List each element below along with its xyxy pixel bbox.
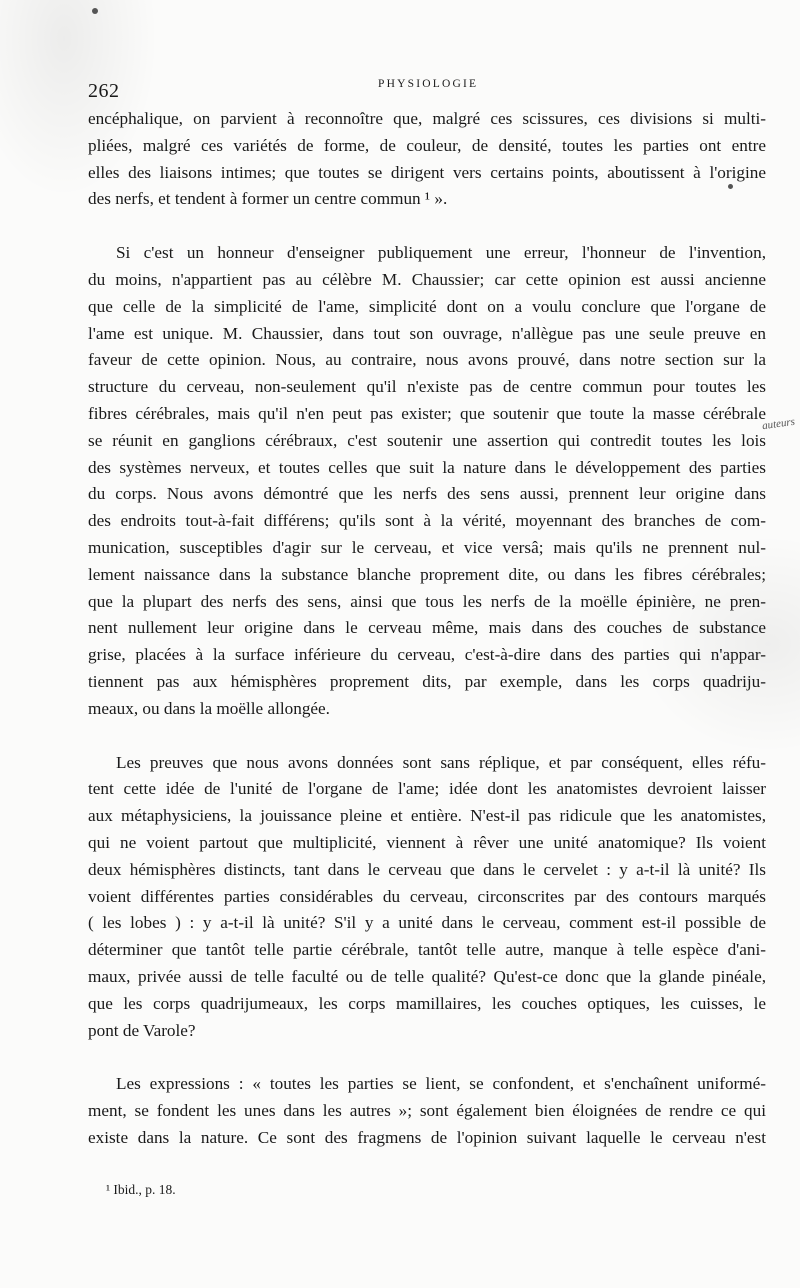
text-line: du moins, n'appartient pas au célèbre M. Chaussier; car cette opinion est aussi ancienne — [88, 269, 766, 289]
text-line: Si c'est un honneur d'enseigner publiquement une erreur, l'honneur de l'invention, — [116, 243, 766, 263]
text-line: déterminer que tantôt telle partie cérébrale, tantôt telle autre, manque à telle espèce d'ani- — [88, 940, 766, 960]
text-line: tiennent pas aux hémisphères proprement dits, par exemple, dans les corps quadriju- — [88, 671, 766, 691]
body-text — [88, 106, 766, 1200]
text-line: voient différentes parties considérables du cerveau, circonscrites par des contours marqués — [88, 886, 766, 906]
text-line: des systèmes nerveux, et toutes celles que suit la nature dans le développement des parties — [88, 457, 766, 477]
text-line: des endroits tout-à-fait différens; qu'ils sont à la vérité, moyennant des branches de com- — [88, 511, 766, 531]
text-line: elles des liaisons intimes; que toutes se dirigent vers certains points, aboutissent à l'origine — [88, 162, 766, 182]
page-number: 262 — [88, 80, 120, 102]
text-line: grise, placées à la surface inférieure du cerveau, c'est-à-dire dans des parties qui n'appar- — [88, 645, 766, 665]
text-line: l'ame est unique. M. Chaussier, dans tout son ouvrage, n'allègue pas une seule preuve en — [88, 323, 766, 343]
text-line: tent cette idée de l'unité de l'organe de l'ame; idée dont les anatomistes devroient laisser — [88, 779, 766, 799]
text-line: structure du cerveau, non-seulement qu'il n'existe pas de centre commun pour toutes les — [88, 377, 766, 397]
page-speck — [92, 8, 98, 14]
text-line: du corps. Nous avons démontré que les nerfs des sens aussi, prennent leur origine dans — [88, 484, 766, 504]
paragraph — [88, 106, 766, 213]
text-line: munication, susceptibles d'agir sur le cerveau, et vice versâ; mais qu'ils ne prennent nul- — [88, 537, 766, 557]
text-line: fibres cérébrales, mais qu'il n'en peut pas exister; que soutenir que toute la masse cérébrale — [88, 403, 766, 423]
text-line: ( les lobes ) : y a-t-il là unité? S'il y a unité dans le cerveau, comment est-il possible de — [88, 913, 766, 933]
text-line: nent nullement leur origine dans le cerveau même, mais dans des couches de substance — [88, 618, 766, 638]
text-line: lement naissance dans la substance blanche proprement dite, ou dans les fibres cérébrales; — [88, 564, 766, 584]
text-line: Les preuves que nous avons données sont sans réplique, et par conséquent, elles réfu- — [116, 752, 766, 772]
text-line: ment, se fondent les unes dans les autres »; sont également bien éloignées de rendre ce qui — [88, 1101, 766, 1121]
text-line: qui ne voient partout que multiplicité, viennent à rêver une unité anatomique? Ils voient — [88, 832, 766, 852]
text-line: que les corps quadrijumeaux, les corps mamillaires, les couches optiques, les cuisses, le — [88, 993, 766, 1013]
text-line: meaux, ou dans la moëlle allongée. — [88, 698, 330, 718]
text-line: deux hémisphères distincts, tant dans le cerveau que dans le cervelet : y a-t-il là unité? Ils — [88, 859, 766, 879]
paragraph — [88, 240, 766, 722]
text-line: pliées, malgré ces variétés de forme, de couleur, de densité, toutes les parties ont entre — [88, 135, 766, 155]
page-header — [88, 78, 768, 102]
text-line: encéphalique, on parvient à reconnoître que, malgré ces scissures, ces divisions si multi- — [88, 109, 766, 128]
text-line: des nerfs, et tendent à former un centre commun ¹ ». — [88, 189, 448, 209]
text-line: existe dans la nature. Ce sont des fragmens de l'opinion suivant laquelle le cerveau n'est — [88, 1127, 766, 1147]
handwritten-margin-note: auteurs — [761, 415, 796, 433]
text-line: Les expressions : « toutes les parties se lient, se confondent, et s'enchaînent uniformé- — [116, 1074, 766, 1094]
text-line: maux, privée aussi de telle faculté ou de telle qualité? Qu'est-ce donc que la glande pinéale, — [88, 966, 766, 986]
page-speck — [728, 184, 733, 189]
text-line: aux métaphysiciens, la jouissance pleine et entière. N'est-il pas ridicule que les anatomistes, — [88, 806, 766, 826]
text-line: se réunit en ganglions cérébraux, c'est soutenir une assertion qui contredit toutes les lois — [88, 430, 766, 450]
footnote: ¹ Ibid., p. 18. — [106, 1181, 176, 1197]
text-line: faveur de cette opinion. Nous, au contraire, nous avons prouvé, dans notre section sur la — [88, 350, 766, 370]
text-line: que celle de la simplicité de l'ame, simplicité dont on a voulu conclure que l'organe de — [88, 296, 766, 316]
paragraph — [88, 750, 766, 1045]
running-title: PHYSIOLOGIE — [378, 78, 479, 90]
text-line: pont de Varole? — [88, 1020, 196, 1040]
text-line: que la plupart des nerfs des sens, ainsi que tous les nerfs de la moëlle épinière, ne pren- — [88, 591, 766, 611]
paragraph — [88, 1071, 766, 1151]
